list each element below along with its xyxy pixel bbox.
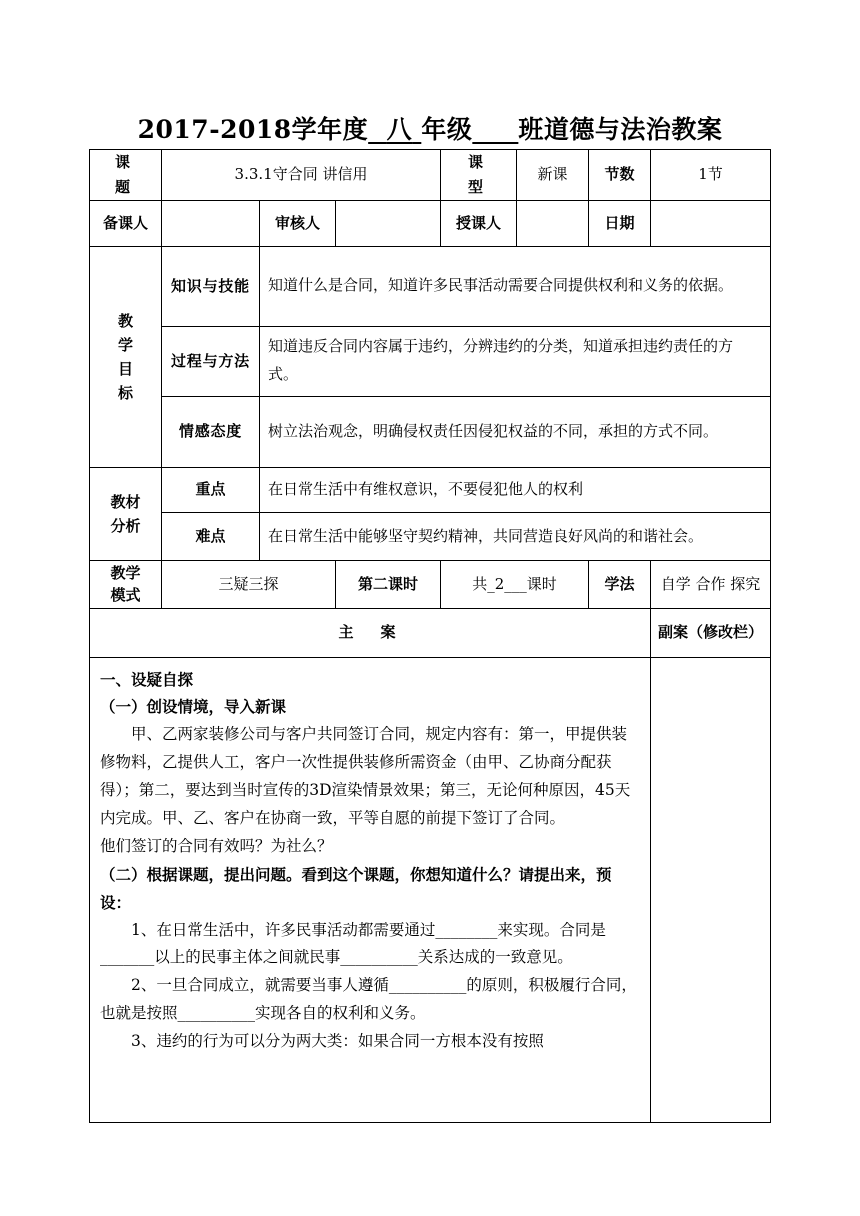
title-suffix: 班道德与法治教案 <box>518 115 723 144</box>
sub-heading-1: （一）创设情境，导入新课 <box>100 697 287 717</box>
scenario-paragraph: 甲、乙两家装修公司与客户共同签订合同，规定内容有：第一，甲提供装修物料，乙提供人工，客户一次性提供装修所需资金（由甲、乙协商分配获得）；第二，要达到当时宣传的3D渲染情景效果；第三，无论何种原因，45天内完成。甲、乙、客户在协商一致，平等自愿的前提下签订了合同。 <box>100 725 631 827</box>
reviewer-value[interactable] <box>336 200 441 246</box>
goal-text-process: 知道违反合同内容属于违约，分辨违约的分类，知道承担违约责任的方式。 <box>260 326 771 396</box>
grade-value: 八 <box>386 115 413 144</box>
type-label: 课 型 <box>441 150 517 201</box>
row-topic <box>90 150 771 201</box>
type-value: 新课 <box>517 150 589 201</box>
analysis-label: 教材分析 <box>90 467 162 560</box>
preparer-value[interactable] <box>162 200 260 246</box>
lesson-plan-table <box>89 149 771 1123</box>
title-prefix: 2017-2018学年度 <box>137 115 369 144</box>
sub-heading-2: （二）根据课题，提出问题。看到这个课题，你想知道什么？请提出来，预设： <box>100 864 612 912</box>
difficult-label: 难点 <box>162 512 260 560</box>
side-plan-header: 副案（修改栏） <box>651 608 771 657</box>
row-difficult-point <box>90 512 771 560</box>
preparer-label: 备课人 <box>90 200 162 246</box>
method-value: 自学 合作 探究 <box>651 560 771 608</box>
method-label: 学法 <box>589 560 651 608</box>
goal-label-attitude: 情感态度 <box>162 396 260 467</box>
row-goal-knowledge <box>90 246 771 326</box>
main-plan-header: 主 案 <box>90 608 651 657</box>
row-key-point <box>90 467 771 512</box>
key-text: 在日常生活中有维权意识，不要侵犯他人的权利 <box>260 467 771 512</box>
row-plan-header <box>90 608 771 657</box>
question-1: 1、在日常生活中，许多民事活动都需要通过________来实现。合同是_______以上的民事主体之间就民事__________关系达成的一致意见。 <box>100 920 606 967</box>
teacher-value[interactable] <box>517 200 589 246</box>
section-heading-1: 一、设疑自探 <box>100 669 194 689</box>
mode-value: 三疑三探 <box>162 560 336 608</box>
topic-value: 3.3.1守合同 讲信用 <box>162 150 441 201</box>
goal-text-attitude: 树立法治观念，明确侵权责任因侵犯权益的不同，承担的方式不同。 <box>260 396 771 467</box>
difficult-text: 在日常生活中能够坚守契约精神，共同营造良好风尚的和谐社会。 <box>260 512 771 560</box>
goals-label: 教学目标 <box>90 246 162 467</box>
lesson-total: 共_2___课时 <box>441 560 589 608</box>
grade-label: 年级 <box>421 115 473 144</box>
page-title <box>0 110 860 146</box>
reviewer-label: 审核人 <box>260 200 336 246</box>
teacher-label: 授课人 <box>441 200 517 246</box>
question-2: 2、一旦合同成立，就需要当事人遵循__________的原则，积极履行合同，也就是按照__________实现各自的权利和义务。 <box>100 976 637 1023</box>
row-staff <box>90 200 771 246</box>
side-plan-content[interactable] <box>651 657 771 1122</box>
date-value[interactable] <box>651 200 771 246</box>
goal-label-process: 过程与方法 <box>162 326 260 396</box>
key-label: 重点 <box>162 467 260 512</box>
question-3: 3、违约的行为可以分为两大类：如果合同一方根本没有按照 <box>131 1032 544 1051</box>
sessions-value: 1节 <box>651 150 771 201</box>
topic-label: 课 题 <box>90 150 162 201</box>
scenario-question: 他们签订的合同有效吗？为社么？ <box>100 836 333 855</box>
main-plan-content <box>90 657 651 1122</box>
grade-blank <box>368 115 421 144</box>
goal-label-knowledge: 知识与技能 <box>162 246 260 326</box>
mode-label: 教学模式 <box>90 560 162 608</box>
row-goal-process <box>90 326 771 396</box>
row-goal-attitude <box>90 396 771 467</box>
row-plan-body <box>90 657 771 1122</box>
lesson-number: 第二课时 <box>336 560 441 608</box>
row-mode <box>90 560 771 608</box>
date-label: 日期 <box>589 200 651 246</box>
goal-text-knowledge: 知道什么是合同，知道许多民事活动需要合同提供权利和义务的依据。 <box>260 246 771 326</box>
sessions-label: 节数 <box>589 150 651 201</box>
class-blank <box>472 115 518 144</box>
